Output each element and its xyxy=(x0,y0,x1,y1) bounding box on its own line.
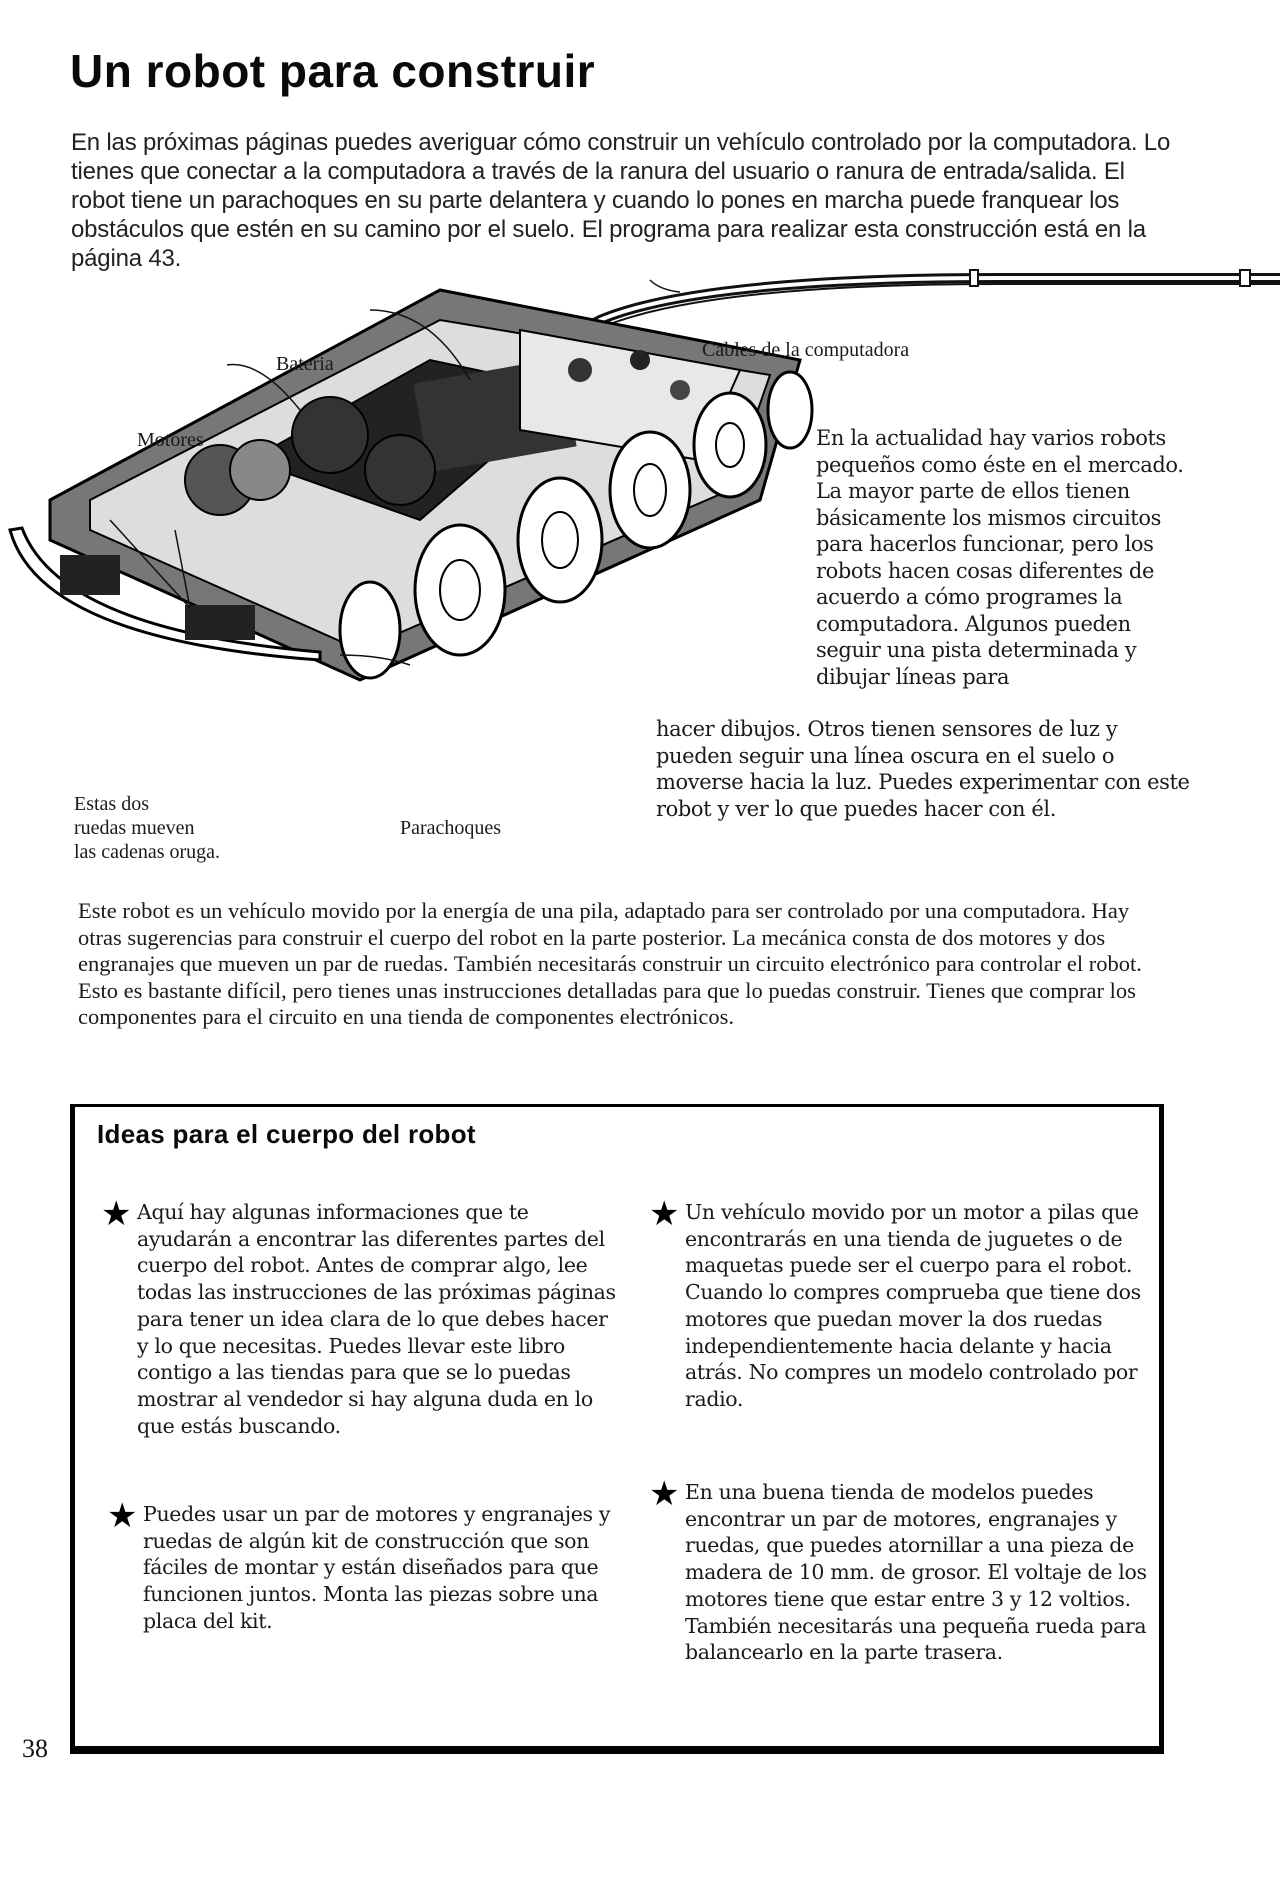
idea-text: Un vehículo movido por un motor a pilas que encontrarás en una tienda de juguetes o de maquetas puede ser el cuerpo para el robot. Cuando lo compres comprueba que tiene dos motores que puedan mover la dos ruedas independientemente hacia delante y hacia atrás. No compres un modelo controlado por radio. xyxy=(685,1200,1141,1411)
idea-text: Aquí hay algunas informaciones que te ayudarán a encontrar las diferentes partes del cuerpo del robot. Antes de comprar algo, lee todas las instrucciones de las próximas páginas para tener un idea clara de lo que debes hacer y lo que necesitas. Puedes llevar este libro contigo a las tiendas para que se lo puedas mostrar al vendedor si hay alguna duda en lo que estás buscando. xyxy=(137,1200,616,1438)
ideas-box xyxy=(70,1104,1164,1754)
label-bumper: Parachoques xyxy=(400,817,502,839)
label-cables: Cables de la computadora xyxy=(702,339,910,361)
star-icon: ★ xyxy=(649,1194,680,1234)
star-icon: ★ xyxy=(101,1194,132,1234)
idea-item xyxy=(649,1194,1165,1413)
page-title: Un robot para construir xyxy=(70,45,596,97)
idea-item xyxy=(649,1474,1165,1666)
ideas-title: Ideas para el cuerpo del robot xyxy=(97,1119,476,1149)
idea-item xyxy=(101,1194,617,1439)
idea-text: En una buena tienda de modelos puedes encontrar un par de motores, engranajes y ruedas, que puedes atornillar a una pieza de madera de 10 mm. de grosor. El voltaje de los motores tiene que estar entre 3 y 12 voltios. También necesitarás una pequeña rueda para balancearlo en la parte trasera. xyxy=(685,1480,1147,1665)
label-battery: Bateria xyxy=(276,353,334,375)
label-wheels-line3: las cadenas oruga. xyxy=(74,841,221,863)
label-wheels-line1: Estas dos xyxy=(74,793,149,815)
idea-item xyxy=(107,1496,623,1635)
side-text-part1: En la actualidad hay varios robots pequeños como éste en el mercado. La mayor parte de ellos tienen básicamente los mismos circuitos para hacerlos funcionar, pero los robots hacen cosas diferentes de acuerdo a cómo programes la computadora. Algunos pueden seguir una pista determinada y dibujar líneas para xyxy=(816,426,1184,689)
intro-paragraph: En las próximas páginas puedes averiguar cómo construir un vehículo controlado por la computadora. Lo tienes que conectar a la computadora a través de la ranura del usuario o ranura de entrada/salida. El robot tiene un parachoques en su parte delantera y cuando lo pones en marcha puede franquear los obstáculos que estén en su camino por el suelo. El programa para realizar esta construcción está en la página 43. xyxy=(71,129,1171,272)
idea-text: Puedes usar un par de motores y engranajes y ruedas de algún kit de construcción que son fáciles de montar y están diseñados para que funcionen juntos. Monta las piezas sobre una placa del kit. xyxy=(143,1502,611,1633)
body-paragraph: Este robot es un vehículo movido por la energía de una pila, adaptado para ser controlado por una computadora. Hay otras sugerencias para construir el cuerpo del robot en la parte posterior. La mecánica consta de dos motores y dos engranajes que mueven un par de ruedas. También necesitarás construir un circuito electrónico para controlar el robot. Esto es bastante difícil, pero tienes unas instrucciones detalladas para que lo puedas construir. Tienes que comprar los componentes para el circuito en una tienda de componentes electrónicos. xyxy=(78,898,1142,1029)
tank-body xyxy=(10,290,812,680)
label-wheels xyxy=(74,792,220,864)
page-number: 38 xyxy=(22,1734,48,1763)
label-motors: Motores xyxy=(137,429,204,451)
star-icon: ★ xyxy=(649,1474,680,1514)
label-wheels-line2: ruedas mueven xyxy=(74,817,195,839)
side-text-part2: hacer dibujos. Otros tienen sensores de luz y pueden seguir una línea oscura en el suelo o moverse hacia la luz. Puedes experimentar con este robot y ver lo que puedes hacer con él. xyxy=(656,717,1190,821)
star-icon: ★ xyxy=(107,1496,138,1536)
